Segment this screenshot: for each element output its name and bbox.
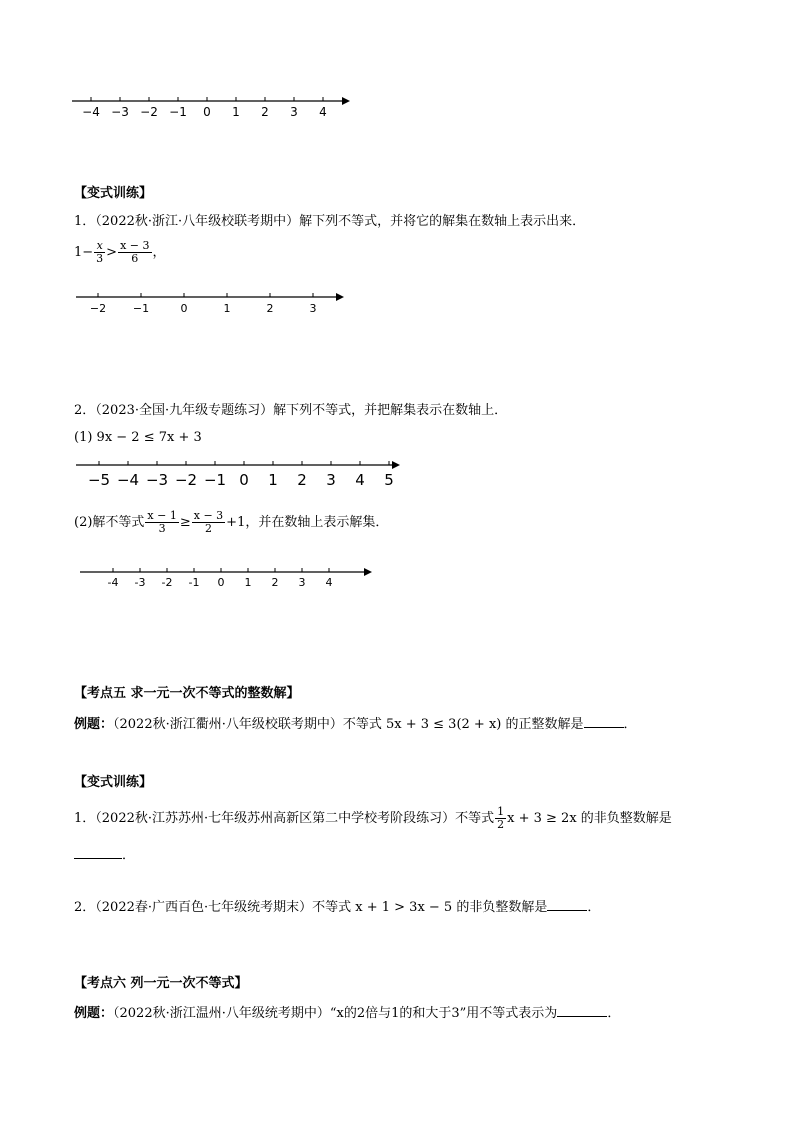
fraction-numerator: 1: [497, 805, 505, 818]
tick-label: -3: [134, 576, 146, 589]
answer-blank: [584, 727, 624, 728]
section-heading-variant-1: 【变式训练】: [74, 186, 153, 201]
question-5-2: [74, 900, 600, 916]
q1-text-b: x + 3 ≥ 2x 的非负整数解是: [507, 811, 672, 826]
number-line-2: [74, 288, 354, 320]
fraction-denominator: 2: [497, 818, 505, 831]
tick-label: 3: [290, 105, 298, 119]
fraction: [192, 510, 225, 535]
tick-label: 1: [223, 302, 231, 315]
answer-blank: [74, 858, 122, 859]
ineq-operator: ≥: [179, 515, 191, 530]
tick-label: 4: [325, 576, 333, 589]
fraction-numerator: x − 3: [120, 239, 150, 252]
example-5: [74, 717, 637, 733]
tick-label: 1: [268, 471, 278, 489]
tick-label: 0: [217, 576, 225, 589]
tick-label: −2: [174, 471, 198, 489]
q2-end: ．: [587, 900, 601, 915]
tick-label: −2: [89, 302, 107, 315]
example-text: （2022秋·浙江温州·八年级统考期中）“x的2倍与1的和大于3”用不等式表示为: [113, 1006, 558, 1021]
tick-label: 5: [384, 471, 394, 489]
number-line-4: [78, 563, 378, 595]
tick-label: −1: [203, 471, 227, 489]
number-line-1: [70, 92, 360, 124]
tick-label: 3: [298, 576, 306, 589]
example-text: （2022秋·浙江衢州·八年级校联考期中）不等式 5x + 3 ≤ 3(2 + x) 的正整数解是: [113, 717, 584, 732]
tick-label: -1: [188, 576, 200, 589]
tick-label: 1: [232, 105, 240, 119]
question-1-inequality: [74, 240, 166, 265]
part-2-lead: (2)解不等式: [74, 515, 145, 530]
tick-label: 3: [309, 302, 317, 315]
part-2-tail: +1，并在数轴上表示解集．: [226, 515, 389, 530]
tick-label: 0: [203, 105, 211, 119]
example-end: ．: [607, 1006, 621, 1021]
example-6: [74, 1006, 620, 1022]
ineq-operator: >: [106, 245, 118, 260]
tick-label: −3: [145, 471, 169, 489]
tick-label: −4: [116, 471, 140, 489]
section-heading-variant-2: 【变式训练】: [74, 775, 153, 790]
q1-end: ．: [122, 848, 136, 863]
fraction-denominator: 3: [96, 252, 104, 265]
answer-blank: [557, 1016, 607, 1017]
tick-label: 2: [261, 105, 269, 119]
tick-label: 3: [326, 471, 336, 489]
fraction-numerator: x − 3: [193, 509, 224, 522]
fraction-numerator: x: [96, 239, 103, 252]
ineq-tail: ，: [152, 245, 166, 260]
tick-label: 2: [297, 471, 307, 489]
tick-label: 2: [271, 576, 279, 589]
fraction: [94, 240, 105, 265]
fraction: [145, 510, 178, 535]
fraction: [495, 806, 506, 831]
tick-label: 0: [180, 302, 188, 315]
tick-label: 4: [319, 105, 327, 119]
question-5-1: [74, 806, 672, 831]
q1-text-a: 1．（2022秋·江苏苏州·七年级苏州高新区第二中学校考阶段练习）不等式: [74, 811, 495, 826]
section-heading-point-6: 【考点六 列一元一次不等式】: [74, 976, 248, 991]
number-line-3: [74, 456, 414, 492]
question-2-part-2: [74, 510, 388, 535]
example-label: 例题：: [74, 1006, 114, 1021]
fraction-numerator: x − 1: [147, 509, 177, 522]
tick-label: 1: [244, 576, 252, 589]
axis-arrow: [336, 293, 344, 301]
question-2-text: 2．（2023·全国·九年级专题练习）解下列不等式，并把解集表示在数轴上．: [74, 403, 508, 418]
q2-text: 2．（2022春·广西百色·七年级统考期末）不等式 x + 1 > 3x − 5 的非负整数解是: [74, 900, 548, 915]
tick-label: −2: [140, 105, 158, 119]
tick-label: -4: [107, 576, 119, 589]
question-1-text: 1．（2022秋·浙江·八年级校联考期中）解下列不等式，并将它的解集在数轴上表示出来．: [74, 214, 586, 229]
tick-label: -2: [161, 576, 173, 589]
example-end: ．: [623, 717, 637, 732]
tick-label: −1: [132, 302, 150, 315]
fraction-denominator: 6: [118, 252, 151, 265]
axis-arrow: [364, 568, 372, 576]
tick-label: 2: [266, 302, 274, 315]
tick-label: 4: [355, 471, 365, 489]
fraction-denominator: 3: [145, 522, 178, 535]
fraction-denominator: 2: [192, 522, 225, 535]
axis-arrow: [392, 461, 400, 469]
tick-label: −3: [111, 105, 129, 119]
answer-blank: [547, 910, 587, 911]
question-5-1-answer-line: [74, 848, 135, 864]
tick-label: 0: [239, 471, 249, 489]
fraction: [118, 240, 151, 265]
question-2-part-1: (1) 9x − 2 ≤ 7x + 3: [74, 430, 202, 445]
tick-label: −1: [169, 105, 187, 119]
tick-label: −5: [87, 471, 111, 489]
tick-label: −4: [82, 105, 100, 119]
axis-arrow: [342, 97, 350, 105]
ineq-lead: 1−: [74, 245, 94, 260]
section-heading-point-5: 【考点五 求一元一次不等式的整数解】: [74, 686, 300, 701]
example-label: 例题：: [74, 717, 114, 732]
